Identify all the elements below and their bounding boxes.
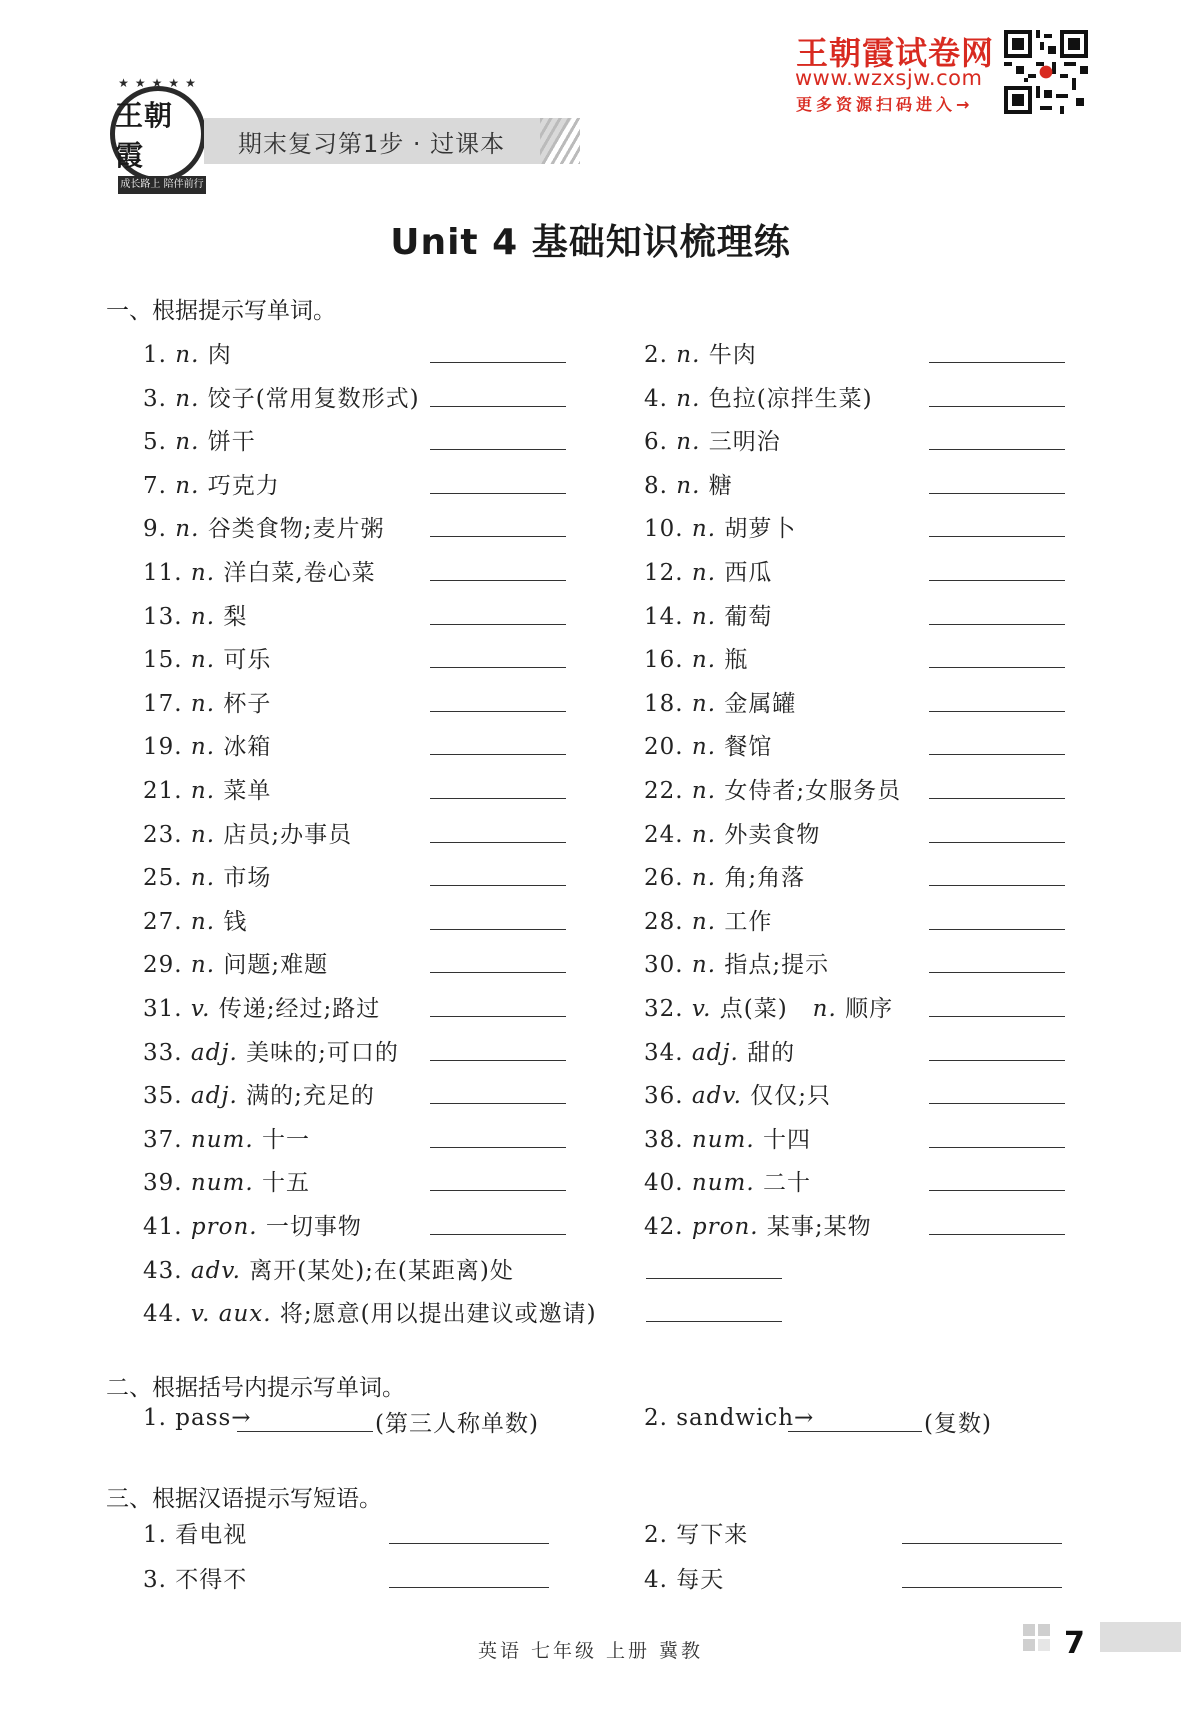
part-of-speech: num. bbox=[691, 1126, 755, 1153]
word-item bbox=[143, 598, 247, 631]
item-number: 7. bbox=[143, 472, 167, 499]
item-number: 37. bbox=[143, 1126, 183, 1153]
s3-item-1-blank[interactable] bbox=[389, 1543, 549, 1544]
part-of-speech: n. bbox=[190, 865, 216, 892]
part-of-speech: n. bbox=[190, 821, 216, 848]
word-item bbox=[644, 946, 829, 979]
item-gloss: 离开(某处);在(某距离)处 bbox=[249, 1257, 514, 1284]
item-gloss: 色拉(凉拌生菜) bbox=[708, 385, 873, 412]
part-of-speech: v. bbox=[691, 996, 712, 1022]
item-gloss: 仅仅;只 bbox=[750, 1083, 831, 1110]
part-of-speech: adv. bbox=[691, 1083, 742, 1110]
answer-blank[interactable] bbox=[929, 1147, 1065, 1148]
answer-blank[interactable] bbox=[929, 362, 1065, 363]
part-of-speech: n. bbox=[190, 952, 216, 979]
banner-text: 期末复习第1步 · 过课本 bbox=[238, 130, 506, 158]
page-deco bbox=[1023, 1639, 1035, 1651]
item-gloss: 十一 bbox=[261, 1126, 310, 1153]
word-item bbox=[143, 728, 271, 761]
part-of-speech: n. bbox=[190, 603, 216, 630]
word-item bbox=[644, 380, 873, 413]
item-gloss: 三明治 bbox=[708, 429, 781, 456]
s2-item-2-prefix: 2. sandwich→ bbox=[644, 1405, 815, 1431]
item-gloss: 葡萄 bbox=[724, 603, 773, 630]
answer-blank[interactable] bbox=[430, 842, 566, 843]
item-number: 8. bbox=[644, 472, 668, 499]
item-number: 9. bbox=[143, 516, 167, 543]
answer-blank[interactable] bbox=[430, 1147, 566, 1148]
answer-blank[interactable] bbox=[929, 1103, 1065, 1104]
item-gloss: 传递;经过;路过 bbox=[218, 996, 381, 1022]
item-gloss: 角;角落 bbox=[724, 865, 806, 892]
part-of-speech: pron. bbox=[190, 1214, 258, 1240]
word-item bbox=[644, 1208, 872, 1241]
answer-blank[interactable] bbox=[430, 362, 566, 363]
answer-blank[interactable] bbox=[430, 449, 566, 450]
word-item bbox=[143, 1252, 514, 1285]
item-gloss: 梨 bbox=[223, 603, 248, 630]
item-number: 24. bbox=[644, 821, 684, 848]
item-gloss: 胡萝卜 bbox=[724, 516, 797, 543]
item-gloss: 美味的;可口的 bbox=[246, 1039, 399, 1066]
answer-blank[interactable] bbox=[929, 929, 1065, 930]
answer-blank[interactable] bbox=[929, 798, 1065, 799]
part-of-speech: n. bbox=[175, 385, 200, 412]
word-item bbox=[644, 598, 772, 631]
item-gloss: 顺序 bbox=[845, 996, 894, 1022]
s2-item-1-prefix: 1. pass→ bbox=[143, 1405, 252, 1431]
item-gloss: 糖 bbox=[708, 472, 733, 499]
item-number: 5. bbox=[143, 429, 167, 456]
word-item bbox=[644, 772, 901, 805]
word-item bbox=[143, 1034, 399, 1067]
section-1-heading: 一、根据提示写单词。 bbox=[106, 298, 336, 324]
part-of-speech: n. bbox=[691, 647, 717, 674]
word-item bbox=[644, 1034, 795, 1067]
item-number: 22. bbox=[644, 778, 684, 804]
item-number: 16. bbox=[644, 647, 684, 674]
item-gloss: 餐馆 bbox=[724, 734, 773, 761]
item-number: 12. bbox=[644, 560, 684, 586]
s3-item-3-blank[interactable] bbox=[389, 1587, 549, 1588]
part-of-speech: n. bbox=[190, 908, 216, 935]
item-number: 4. bbox=[644, 385, 668, 412]
part-of-speech: n. bbox=[691, 690, 717, 717]
answer-blank[interactable] bbox=[929, 754, 1065, 755]
item-number: 36. bbox=[644, 1083, 684, 1110]
word-item bbox=[644, 685, 796, 718]
answer-blank[interactable] bbox=[929, 624, 1065, 625]
site-url[interactable]: www.wzxsjw.com bbox=[795, 66, 983, 90]
part-of-speech: n. bbox=[676, 472, 701, 499]
s3-item-4-blank[interactable] bbox=[902, 1587, 1062, 1588]
answer-blank[interactable] bbox=[430, 885, 566, 886]
item-gloss: 满的;充足的 bbox=[246, 1083, 375, 1110]
item-gloss: 谷类食物;麦片粥 bbox=[207, 516, 385, 543]
section-2-heading: 二、根据括号内提示写单词。 bbox=[106, 1375, 405, 1401]
item-gloss: 洋白菜,卷心菜 bbox=[223, 560, 376, 586]
part-of-speech: n. bbox=[190, 647, 216, 674]
answer-blank[interactable] bbox=[430, 536, 566, 537]
item-number: 27. bbox=[143, 908, 183, 935]
item-number: 11. bbox=[143, 560, 183, 586]
part-of-speech: n. bbox=[676, 429, 701, 456]
item-gloss: 饼干 bbox=[207, 429, 256, 456]
item-number: 21. bbox=[143, 778, 183, 804]
answer-blank[interactable] bbox=[929, 493, 1065, 494]
answer-blank[interactable] bbox=[929, 580, 1065, 581]
word-item bbox=[143, 641, 271, 674]
item-gloss: 将;愿意(用以提出建议或邀请) bbox=[279, 1301, 597, 1328]
item-number: 39. bbox=[143, 1170, 183, 1197]
word-item bbox=[644, 423, 781, 456]
word-item bbox=[143, 685, 271, 718]
s2-item-1-blank[interactable] bbox=[237, 1431, 373, 1432]
item-gloss: 市场 bbox=[223, 865, 272, 892]
item-number: 18. bbox=[644, 690, 684, 717]
word-item bbox=[644, 641, 748, 674]
answer-blank[interactable] bbox=[929, 536, 1065, 537]
item-number: 19. bbox=[143, 734, 183, 761]
item-number: 17. bbox=[143, 690, 183, 717]
word-item bbox=[143, 510, 384, 543]
word-item bbox=[644, 816, 820, 849]
part-of-speech: n. bbox=[175, 516, 200, 543]
part-of-speech: n. bbox=[691, 516, 717, 543]
item-number: 44. bbox=[143, 1301, 183, 1328]
answer-blank[interactable] bbox=[929, 711, 1065, 712]
page-number: 7 bbox=[1064, 1626, 1085, 1661]
s3-item-1: 1. 看电视 bbox=[143, 1522, 248, 1548]
word-item bbox=[143, 990, 380, 1023]
answer-blank[interactable] bbox=[430, 1060, 566, 1061]
item-gloss: 饺子(常用复数形式) bbox=[207, 385, 420, 412]
item-gloss: 指点;提示 bbox=[724, 952, 830, 979]
part-of-speech: n. bbox=[812, 996, 837, 1022]
answer-blank[interactable] bbox=[430, 798, 566, 799]
item-number: 23. bbox=[143, 821, 183, 848]
answer-blank[interactable] bbox=[430, 972, 566, 973]
item-gloss: 点(菜) bbox=[719, 996, 788, 1022]
item-gloss: 某事;某物 bbox=[766, 1214, 872, 1240]
answer-blank[interactable] bbox=[430, 667, 566, 668]
footer-text: 英语 七年级 上册 冀教 bbox=[477, 1640, 704, 1662]
item-gloss: 外卖食物 bbox=[724, 821, 821, 848]
item-number: 25. bbox=[143, 865, 183, 892]
part-of-speech: n. bbox=[676, 342, 701, 368]
part-of-speech: n. bbox=[676, 385, 701, 412]
part-of-speech: n. bbox=[175, 342, 200, 368]
item-number: 41. bbox=[143, 1214, 183, 1240]
word-item bbox=[644, 990, 893, 1023]
word-item bbox=[143, 946, 328, 979]
answer-blank[interactable] bbox=[430, 580, 566, 581]
item-gloss: 问题;难题 bbox=[223, 952, 329, 979]
part-of-speech: adj. bbox=[190, 1039, 238, 1066]
item-number: 34. bbox=[644, 1039, 684, 1066]
answer-blank[interactable] bbox=[646, 1321, 782, 1322]
item-number: 15. bbox=[143, 647, 183, 674]
part-of-speech: n. bbox=[691, 560, 717, 586]
item-number: 42. bbox=[644, 1214, 684, 1240]
part-of-speech: n. bbox=[190, 778, 216, 804]
item-number: 33. bbox=[143, 1039, 183, 1066]
item-number: 2. bbox=[644, 342, 668, 368]
item-gloss: 十五 bbox=[261, 1170, 310, 1197]
answer-blank[interactable] bbox=[430, 1103, 566, 1104]
word-item bbox=[143, 1121, 310, 1154]
item-gloss: 工作 bbox=[724, 908, 773, 935]
part-of-speech: adj. bbox=[691, 1039, 739, 1066]
item-number: 29. bbox=[143, 952, 183, 979]
item-gloss: 巧克力 bbox=[207, 472, 280, 499]
answer-blank[interactable] bbox=[929, 842, 1065, 843]
answer-blank[interactable] bbox=[430, 493, 566, 494]
word-item bbox=[143, 859, 271, 892]
s2-item-1-hint: (第三人称单数) bbox=[375, 1411, 539, 1437]
item-gloss: 金属罐 bbox=[724, 690, 797, 717]
item-number: 31. bbox=[143, 996, 183, 1022]
page-deco bbox=[1038, 1624, 1050, 1636]
answer-blank[interactable] bbox=[929, 406, 1065, 407]
item-gloss: 钱 bbox=[223, 908, 248, 935]
site-name: 王朝霞试卷网 bbox=[796, 34, 995, 72]
item-gloss: 十四 bbox=[762, 1126, 811, 1153]
part-of-speech: n. bbox=[190, 734, 216, 761]
qr-code-icon[interactable] bbox=[1004, 30, 1088, 114]
banner-stripe bbox=[540, 118, 580, 164]
answer-blank[interactable] bbox=[929, 885, 1065, 886]
answer-blank[interactable] bbox=[929, 1234, 1065, 1235]
item-gloss: 冰箱 bbox=[223, 734, 272, 761]
answer-blank[interactable] bbox=[929, 972, 1065, 973]
answer-blank[interactable] bbox=[430, 754, 566, 755]
part-of-speech: n. bbox=[691, 734, 717, 761]
answer-blank[interactable] bbox=[430, 406, 566, 407]
item-number: 35. bbox=[143, 1083, 183, 1110]
item-number: 38. bbox=[644, 1126, 684, 1153]
part-of-speech: n. bbox=[190, 690, 216, 717]
item-gloss: 杯子 bbox=[223, 690, 272, 717]
s2-item-2-hint: (复数) bbox=[924, 1411, 992, 1437]
word-item bbox=[644, 728, 772, 761]
part-of-speech: n. bbox=[175, 472, 200, 499]
item-number: 10. bbox=[644, 516, 684, 543]
word-item bbox=[143, 772, 271, 805]
answer-blank[interactable] bbox=[929, 1016, 1065, 1017]
word-item bbox=[143, 1077, 375, 1110]
word-item bbox=[644, 336, 757, 369]
item-number: 26. bbox=[644, 865, 684, 892]
item-number: 43. bbox=[143, 1257, 183, 1284]
logo-text: 王朝霞 bbox=[115, 99, 174, 172]
part-of-speech: n. bbox=[691, 865, 717, 892]
word-item bbox=[143, 903, 247, 936]
item-gloss: 菜单 bbox=[223, 778, 272, 804]
word-item bbox=[143, 1295, 597, 1328]
item-gloss: 女侍者;女服务员 bbox=[724, 778, 902, 804]
page-deco bbox=[1023, 1624, 1035, 1636]
part-of-speech: v. aux. bbox=[190, 1301, 272, 1328]
part-of-speech: n. bbox=[691, 821, 717, 848]
item-gloss: 店员;办事员 bbox=[223, 821, 353, 848]
s3-item-4: 4. 每天 bbox=[644, 1567, 725, 1593]
page-bar bbox=[1100, 1622, 1181, 1652]
word-item bbox=[143, 816, 352, 849]
part-of-speech: n. bbox=[691, 952, 717, 979]
item-number: 20. bbox=[644, 734, 684, 761]
item-number: 1. bbox=[143, 342, 167, 368]
answer-blank[interactable] bbox=[929, 449, 1065, 450]
item-number: 13. bbox=[143, 603, 183, 630]
item-number: 40. bbox=[644, 1170, 684, 1197]
item-gloss: 西瓜 bbox=[724, 560, 773, 586]
word-item bbox=[143, 1208, 362, 1241]
part-of-speech: v. bbox=[190, 996, 211, 1022]
answer-blank[interactable] bbox=[430, 624, 566, 625]
item-number: 30. bbox=[644, 952, 684, 979]
part-of-speech: num. bbox=[691, 1170, 755, 1197]
item-gloss: 瓶 bbox=[724, 647, 749, 674]
word-item bbox=[143, 1164, 310, 1197]
s3-item-2: 2. 写下来 bbox=[644, 1522, 749, 1548]
word-item bbox=[143, 423, 256, 456]
item-number: 6. bbox=[644, 429, 668, 456]
logo-stars: ★★★★★ bbox=[118, 76, 202, 90]
answer-blank[interactable] bbox=[929, 1190, 1065, 1191]
item-gloss: 一切事物 bbox=[265, 1214, 362, 1240]
item-number: 32. bbox=[644, 996, 684, 1022]
word-item bbox=[644, 1121, 811, 1154]
answer-blank[interactable] bbox=[430, 1190, 566, 1191]
word-item bbox=[644, 859, 805, 892]
section-3-heading: 三、根据汉语提示写短语。 bbox=[106, 1486, 382, 1512]
word-item bbox=[644, 510, 796, 543]
part-of-speech: n. bbox=[691, 908, 717, 935]
item-number: 28. bbox=[644, 908, 684, 935]
logo-circle bbox=[110, 86, 206, 182]
page-title: Unit 4 基础知识梳理练 bbox=[390, 222, 791, 263]
word-item bbox=[143, 554, 376, 587]
answer-blank[interactable] bbox=[430, 929, 566, 930]
part-of-speech: adv. bbox=[190, 1257, 241, 1284]
item-gloss: 可乐 bbox=[223, 647, 272, 674]
page-deco bbox=[1038, 1639, 1050, 1651]
item-gloss: 肉 bbox=[207, 342, 232, 368]
part-of-speech: pron. bbox=[691, 1214, 759, 1240]
word-item bbox=[143, 467, 280, 500]
answer-blank[interactable] bbox=[430, 711, 566, 712]
item-gloss: 牛肉 bbox=[708, 342, 757, 368]
word-item bbox=[143, 336, 232, 369]
part-of-speech: num. bbox=[190, 1126, 254, 1153]
answer-blank[interactable] bbox=[646, 1278, 782, 1279]
logo-ribbon: 成长路上 陪伴前行 bbox=[118, 176, 206, 194]
word-item bbox=[644, 467, 733, 500]
part-of-speech: n. bbox=[691, 778, 717, 804]
part-of-speech: num. bbox=[190, 1170, 254, 1197]
word-item bbox=[143, 380, 420, 413]
part-of-speech: adj. bbox=[190, 1083, 238, 1110]
answer-blank[interactable] bbox=[430, 1234, 566, 1235]
part-of-speech: n. bbox=[175, 429, 200, 456]
answer-blank[interactable] bbox=[929, 667, 1065, 668]
part-of-speech: n. bbox=[190, 560, 216, 586]
part-of-speech: n. bbox=[691, 603, 717, 630]
brand-logo bbox=[104, 76, 216, 188]
item-number: 14. bbox=[644, 603, 684, 630]
s2-item-2-blank[interactable] bbox=[788, 1431, 922, 1432]
word-item bbox=[644, 1164, 811, 1197]
site-hint: 更多资源扫码进入→ bbox=[796, 95, 974, 114]
word-item bbox=[644, 1077, 831, 1110]
word-item bbox=[644, 554, 772, 587]
s3-item-2-blank[interactable] bbox=[902, 1543, 1062, 1544]
item-gloss: 甜的 bbox=[747, 1039, 796, 1066]
item-number: 3. bbox=[143, 385, 167, 412]
word-item bbox=[644, 903, 772, 936]
answer-blank[interactable] bbox=[929, 1060, 1065, 1061]
item-gloss: 二十 bbox=[762, 1170, 811, 1197]
s3-item-3: 3. 不得不 bbox=[143, 1567, 248, 1593]
answer-blank[interactable] bbox=[430, 1016, 566, 1017]
